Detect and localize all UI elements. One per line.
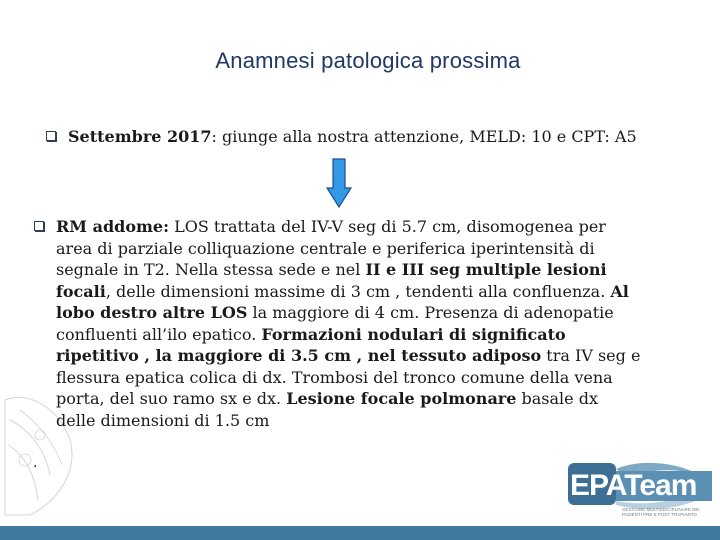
square-bullet-icon	[46, 131, 56, 141]
paragraph-line	[56, 324, 688, 346]
paragraph-line	[56, 345, 688, 367]
paragraph-line	[56, 367, 688, 389]
footer-bar	[0, 526, 720, 540]
body-text: la maggiore di 4 cm. Presenza di adenopatie	[247, 303, 614, 322]
bold-text: II e III seg multiple lesioni	[365, 260, 607, 279]
body-text: tra IV seg e	[541, 346, 641, 365]
bold-text: Al	[610, 281, 629, 301]
bullet-september-lead: Settembre 2017	[68, 127, 212, 146]
down-arrow-icon	[326, 158, 352, 208]
paragraph-line	[56, 388, 688, 410]
square-bullet-icon	[34, 221, 44, 231]
paragraph-line	[56, 410, 688, 432]
paragraph-line	[56, 302, 688, 324]
body-text: segnale in T2. Nella stessa sede e nel	[56, 260, 366, 279]
bullet-september-text: : giunge alla nostra attenzione, MELD: 10 e CPT: A5	[211, 127, 637, 146]
body-text: delle dimensioni di 1.5 cm	[56, 410, 270, 430]
body-text: , delle dimensioni massime di 3 cm , tendenti alla confluenza.	[105, 281, 611, 301]
body-text: flessura epatica colica di dx. Trombosi del tronco comune della vena	[56, 367, 613, 387]
paragraph-line	[56, 259, 688, 281]
bold-text: RM addome:	[56, 217, 170, 236]
bold-text: lobo destro altre LOS	[56, 303, 248, 322]
bold-text: ripetitivo , la maggiore di 3.5 cm , nel tessuto adiposo	[56, 346, 542, 365]
bold-text: Formazioni nodulari di significato	[261, 324, 566, 344]
body-text: LOS trattata del IV-V seg di 5.7 cm, disomogenea per	[169, 217, 606, 236]
body-text: confluenti all’ilo epatico.	[56, 324, 262, 344]
paragraph-line	[56, 216, 688, 238]
body-text: porta, del suo ramo sx e dx.	[56, 389, 287, 408]
slide-title: Anamnesi patologica prossima	[215, 48, 521, 73]
paragraph-line	[56, 281, 688, 303]
rm-addome-paragraph	[56, 216, 688, 431]
body-text: area di parziale colliquazione centrale e periferica iperintensità di	[56, 238, 595, 258]
body-text: basale dx	[516, 389, 598, 408]
paragraph-line	[56, 238, 688, 260]
logo-wordmark: EPATeam	[570, 469, 697, 502]
bold-text: focali	[56, 281, 106, 301]
epateam-logo	[568, 455, 718, 525]
logo-subtitle: GESTIONE MULTIDISCIPLINARE DEI PAZIENTI PRE E POST TRAPIANTO	[622, 507, 700, 517]
bold-text: Lesione focale polmonare	[286, 389, 517, 408]
stray-dot: .	[33, 455, 38, 471]
bullet-september	[68, 126, 637, 148]
